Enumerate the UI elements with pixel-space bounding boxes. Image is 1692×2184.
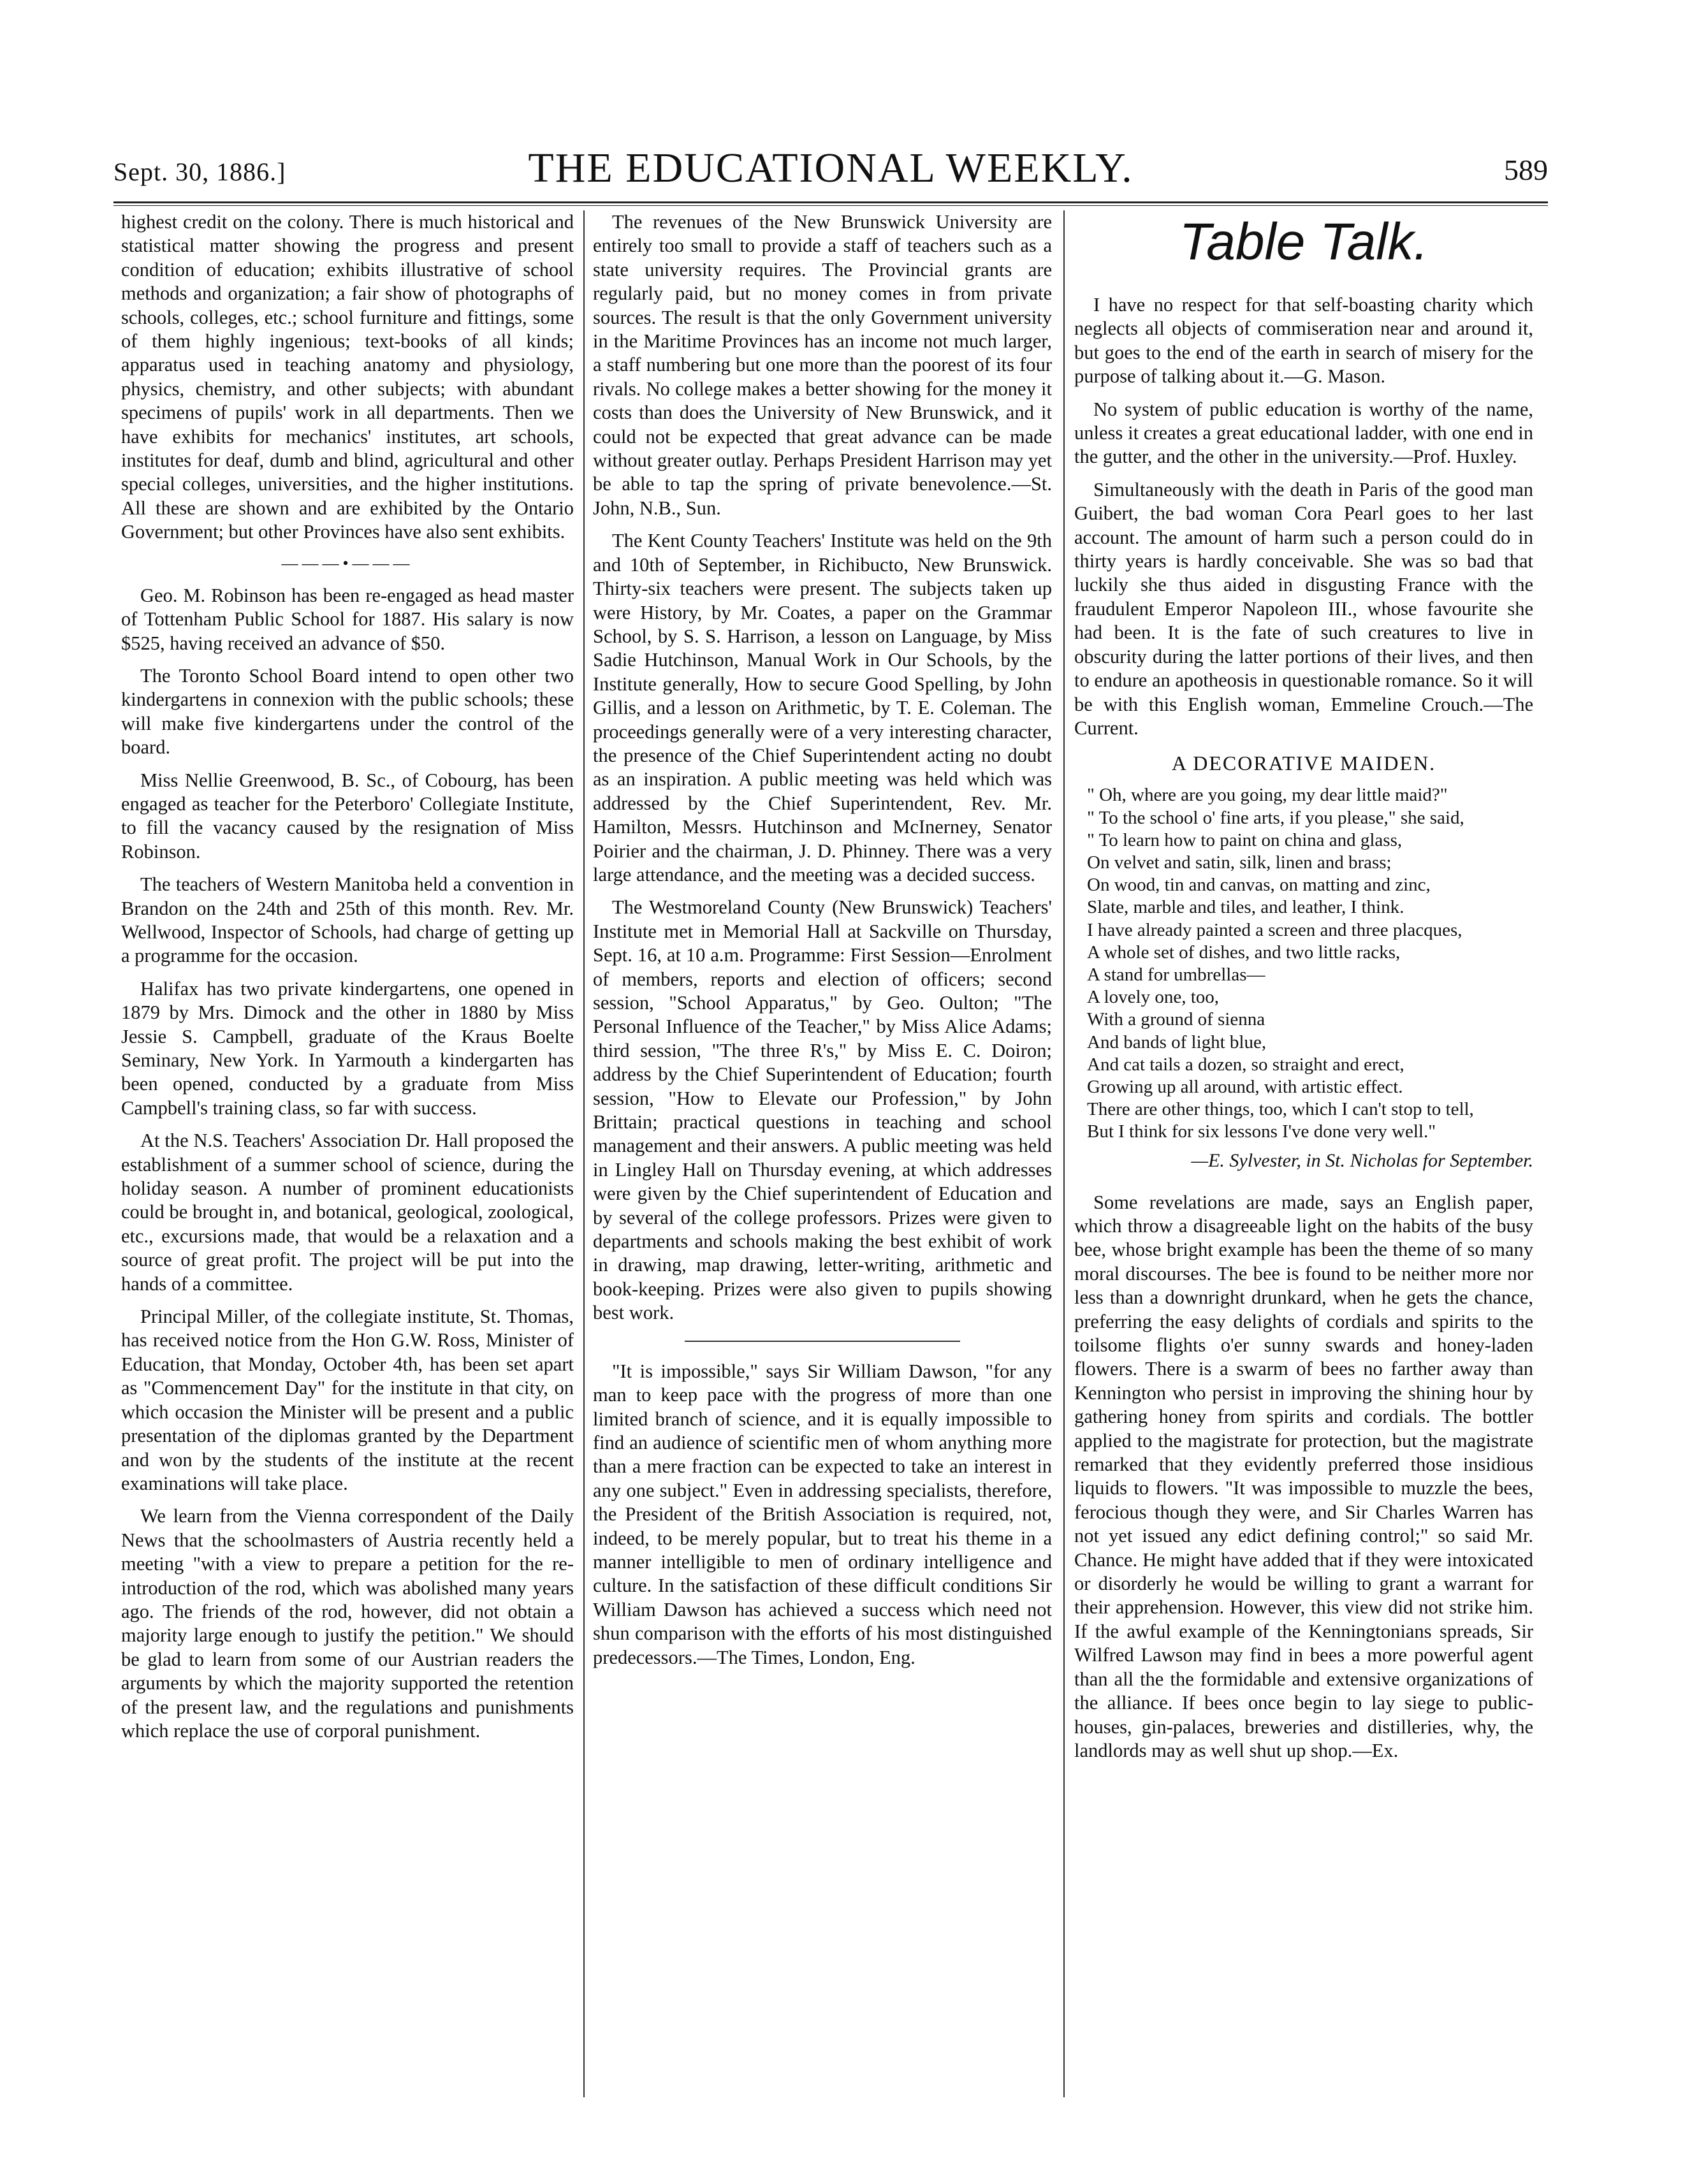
article-paragraph: Principal Miller, of the collegiate institute, St. Thomas, has received notice from the Hon G.W. Ross, Minister of Education, that Monday, October 4th, has been set apart as "Commencement Day" for the institute in that city, on which occasion the Minister will be present and a public presentation of the diplomas granted by the Department and won by the students of the institute at the recent examinations will take place. <box>121 1306 574 1494</box>
article-paragraph: The Toronto School Board intend to open other two kindergartens in connexion with the public schools; these will make five kindergartens under the control of the board. <box>121 664 574 759</box>
poem-line: With a ground of sienna <box>1087 1009 1265 1030</box>
column-2 <box>593 210 1052 1678</box>
publication-title: THE EDUCATIONAL WEEKLY. <box>528 145 1134 191</box>
page-number: 589 <box>1504 154 1548 186</box>
article-paragraph: I have no respect for that self-boasting charity which neglects all objects of commiseration near and around it, but goes to the end of the earth in search of misery for the purpose of talking about it.—G. Mason. <box>1074 294 1533 388</box>
column-1 <box>121 210 574 1752</box>
article-paragraph: The Westmoreland County (New Brunswick) Teachers' Institute met in Memorial Hall at Sackville on Thursday, Sept. 16, at 10 a.m. Programme: First Session—Enrolment of members, reports and election of officers; second session, "School Apparatus," by Geo. Oulton; "The Personal Influence of the Teacher," by Miss Alice Adams; third session, "The three R's," by Miss E. C. Doiron; address by the Chief Superintendent of Education; fourth session, "How to Elevate our Profession," by John Brittain; practical questions in teaching and school management and their answers. A public meeting was held in Lingley Hall on Thursday evening, at which addresses were given by the Chief superintendent of Education and by several of the college professors. Prizes were given to departments and schools making the best exhibit of work in drawing, map drawing, letter-writing, arithmetic and book-keeping. Prizes were also given to pupils showing best work. <box>593 896 1052 1324</box>
article-paragraph: We learn from the Vienna correspondent of the Daily News that the schoolmasters of Austria recently held a meeting "with a view to prepare a petition for the re-introduction of the rod, which was abolished many years ago. The friends of the rod, however, did not obtain a majority large enough to justify the petition." We should be glad to learn from some of our Austrian readers the arguments by which the majority supported the retention of the present law, and the regulations and punishments which replace the use of corporal punishment. <box>121 1505 574 1742</box>
article-paragraph: "It is impossible," says Sir William Dawson, "for any man to keep pace with the progress of more than one limited branch of science, and it is equally impossible to find an audience of scientific men of whom anything more than a mere fraction can be expected to take an interest in any one subject." Even in addressing specialists, therefore, the President of the British Association is required, not, indeed, to be merely popular, but to treat his theme in a manner intelligible to men of ordinary intelligence and culture. In the satisfaction of these difficult conditions Sir William Dawson has achieved a success which need not shun comparison with the efforts of his most distinguished predecessors.—The Times, London, Eng. <box>593 1360 1052 1668</box>
article-paragraph: Geo. M. Robinson has been re-engaged as head master of Tottenham Public School for 1887. His salary is now $525, having received an advance of $50. <box>121 584 574 654</box>
article-paragraph: At the N.S. Teachers' Association Dr. Hall proposed the establishment of a summer school of science, during the holiday season. A number of prominent educationists could be brought in, and botanical, geological, zoological, etc., excursions made, that would be a relaxation and a source of great profit. The project will be put into the hands of a committee. <box>121 1130 574 1295</box>
poem-line: I have already painted a screen and three placques, <box>1087 919 1462 940</box>
column-3 <box>1074 210 1533 1772</box>
article-paragraph: Miss Nellie Greenwood, B. Sc., of Cobourg, has been engaged as teacher for the Peterboro' Collegiate Institute, to fill the vacancy caused by the resignation of Miss Robinson. <box>121 769 574 863</box>
poem-line: " To learn how to paint on china and glass, <box>1087 829 1403 850</box>
article-paragraph: The Kent County Teachers' Institute was held on the 9th and 10th of September, in Richibucto, New Brunswick. Thirty-six teachers were present. The subjects taken up were History, by Mr. Coates, a paper on the Grammar School, by S. S. Harrison, a lesson on Language, by Miss Sadie Hutchinson, Manual Work in Our Schools, by the Institute generally, How to secure Good Spelling, by John Gillis, and a lesson on Arithmetic, by T. E. Coleman. The proceedings generally were of a very interesting character, the presence of the Chief Superintendent acting no doubt as an inspiration. A public meeting was held which was addressed by the Chief Superintendent, Rev. Mr. Hamilton, Messrs. Hutchinson and McInerney, Senator Poirier and the chairman, J. D. Phinney. There was a very large attendance, and the meeting was a decided success. <box>593 530 1052 885</box>
article-paragraph: The teachers of Western Manitoba held a convention in Brandon on the 24th and 25th of this month. Rev. Mr. Wellwood, Inspector of Schools, had charge of getting up a programme for the occasion. <box>121 873 574 967</box>
poem-line: A whole set of dishes, and two little racks, <box>1087 942 1401 963</box>
poem-line: A lovely one, too, <box>1087 987 1220 1008</box>
poem-title: A DECORATIVE MAIDEN. <box>1171 752 1436 775</box>
poem <box>1087 784 1533 1143</box>
issue-date: Sept. 30, 1886.] <box>113 157 286 186</box>
article-paragraph: The revenues of the New Brunswick University are entirely too small to provide a staff of teachers such as a state university requires. The Provincial grants are regularly paid, but no money comes in from private sources. The result is that the only Government university in the Maritime Provinces has an income not much larger, a staff numbering but one more than the poorest of its four rivals. No college makes a better showing for the money it costs than does the University of New Brunswick, and it could not be expected that great advance can be made without greater outlay. Perhaps President Harrison may yet be able to tap the spring of private benevolence.—St. John, N.B., Sun. <box>593 211 1052 519</box>
poem-line: On velvet and satin, silk, linen and brass; <box>1087 852 1392 873</box>
poem-line: " To the school o' fine arts, if you please," she said, <box>1087 807 1464 828</box>
poem-line: Growing up all around, with artistic effect. <box>1087 1076 1403 1097</box>
article-paragraph: Some revelations are made, says an English paper, which throw a disagreeable light on the habits of the busy bee, whose bright example has been the theme of so many moral discourses. The bee is found to be neither more nor less than a downright drunkard, when he gets the chance, preferring the easy delights of cordials and spirits to the toilsome flights o'er sunny swards and honey-laden flowers. There is a swarm of bees no farther away than Kennington who persist in improving the shining hour by gathering honey from spirits and cordials. The bottler applied to the magistrate for protection, but the magistrate remarked that they evidently preferred those insidious liquids to flowers. "It was impossible to muzzle the bees, ferocious though they were, and Sir Charles Warren has not yet issued any edict defining control;" so said Mr. Chance. He might have added that if they were intoxicated or disorderly he would be willing to grant a warrant for their apprehension. However, this view did not strike him. If the awful example of the Kenningtonians spreads, Sir Wilfred Lawson may find in bees a more powerful agent than all the the formidable and extensive organizations of the alliance. If bees once begin to lay siege to public-houses, gin-palaces, breweries and distilleries, why, the landlords may as well shut up shop.—Ex. <box>1074 1191 1533 1761</box>
poem-line: And bands of light blue, <box>1087 1031 1267 1052</box>
poem-attribution: —E. Sylvester, in St. Nicholas for September. <box>1191 1149 1533 1171</box>
article-paragraph: No system of public education is worthy of the name, unless it creates a great educational ladder, with one end in the gutter, and the other in the university.—Prof. Huxley. <box>1074 398 1533 468</box>
column-divider-1 <box>583 210 585 2097</box>
poem-line: On wood, tin and canvas, on matting and zinc, <box>1087 875 1431 896</box>
section-separator <box>685 1341 960 1342</box>
section-separator: ———•——— <box>281 553 414 572</box>
article-paragraph: Halifax has two private kindergartens, one opened in 1879 by Mrs. Dimock and the other in 1880 by Miss Jessie S. Campbell, graduate of the Kraus Boelte Seminary, New York. In Yarmouth a kindergarten has been opened, conducted by a graduate from Miss Campbell's training class, so far with success. <box>121 977 574 1119</box>
section-heading-table-talk: Table Talk. <box>1179 213 1429 271</box>
poem-line: Slate, marble and tiles, and leather, I think. <box>1087 897 1404 918</box>
poem-line: But I think for six lessons I've done very well." <box>1087 1121 1436 1142</box>
header-rule-thin <box>113 205 1548 206</box>
poem-line: " Oh, where are you going, my dear little maid?" <box>1087 785 1448 806</box>
poem-line: And cat tails a dozen, so straight and erect, <box>1087 1054 1404 1075</box>
page-header <box>113 144 1548 195</box>
header-rule <box>113 201 1548 203</box>
article-paragraph: highest credit on the colony. There is much historical and statistical matter showing the progress and present condition of education; exhibits illustrative of school methods and organization; a fair show of photographs of schools, colleges, etc.; school furniture and fittings, some of them highly ingenious; text-books of all kinds; apparatus used in teaching anatomy and physiology, physics, chemistry, and other subjects; with abundant specimens of pupils' work in all departments. Then we have exhibits for mechanics' institutes, art schools, institutes for deaf, dumb and blind, agricultural and other special colleges, universities, and the higher institutions. All these are shown and are exhibited by the Ontario Government; but other Provinces have also sent exhibits. <box>121 211 574 543</box>
poem-line: There are other things, too, which I can't stop to tell, <box>1087 1099 1474 1120</box>
column-divider-2 <box>1063 210 1065 2097</box>
article-paragraph: Simultaneously with the death in Paris of the good man Guibert, the bad woman Cora Pearl goes to her last account. The amount of harm such a person could do in thirty years is hardly conceivable. She was so bad that luckily she thus aided in disgusting France with the fraudulent Emperor Napoleon III., whose favourite she had been. It is the fate of such creatures to live in obscurity during the latter portions of their lives, and then to endure an apotheosis in questionable romance. So it will be with this English woman, Emmeline Crouch.—The Current. <box>1074 478 1533 739</box>
poem-line: A stand for umbrellas— <box>1087 964 1265 985</box>
